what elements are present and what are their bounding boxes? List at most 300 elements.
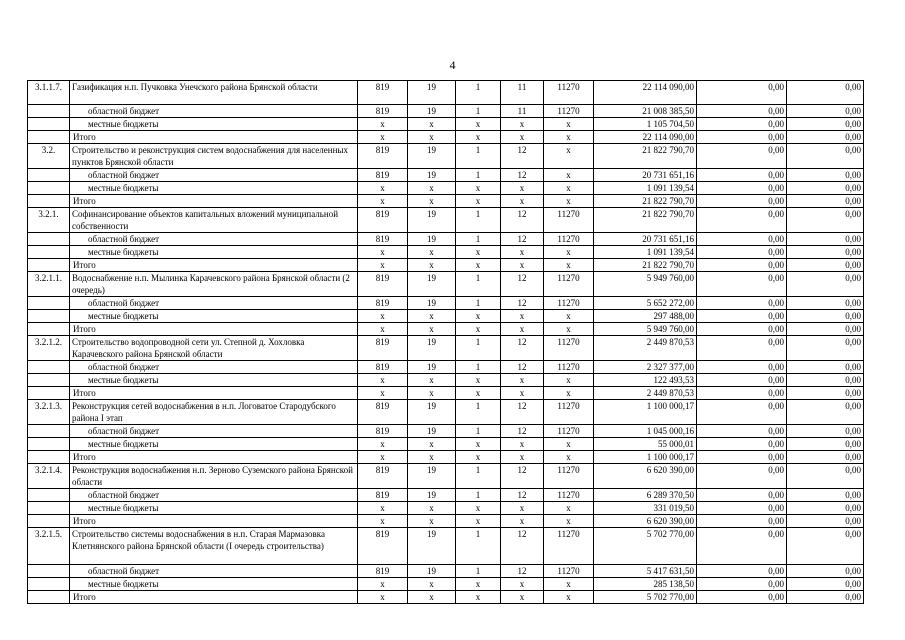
- amount-cell-2: 0,00: [697, 336, 787, 361]
- code-cell-1: 819: [358, 233, 408, 246]
- code-cell-4: х: [501, 259, 544, 272]
- table-row: [28, 591, 864, 604]
- amount-cell-2: 0,00: [697, 144, 787, 169]
- code-cell-1: х: [358, 578, 408, 591]
- code-cell-2: 19: [408, 361, 456, 374]
- code-cell-2: х: [408, 578, 456, 591]
- code-cell-2: х: [408, 451, 456, 464]
- row-name-cell: областной бюджет: [70, 233, 358, 246]
- code-cell-5: 11270: [544, 336, 594, 361]
- row-name-cell: областной бюджет: [70, 105, 358, 118]
- amount-cell-2: 0,00: [697, 464, 787, 489]
- code-cell-2: х: [408, 246, 456, 259]
- code-cell-5: 11270: [544, 464, 594, 489]
- code-cell-5: х: [544, 195, 594, 208]
- row-number-cell: 3.2.1.: [28, 208, 70, 233]
- code-cell-4: 12: [501, 565, 544, 578]
- code-cell-4: х: [501, 438, 544, 451]
- code-cell-1: 819: [358, 208, 408, 233]
- amount-cell-1: 5 652 272,00: [594, 297, 697, 310]
- code-cell-2: 19: [408, 528, 456, 565]
- code-cell-5: х: [544, 578, 594, 591]
- row-name-cell: Строительство системы водоснабжения в н.п. Старая Мармазовка Клетнянского района Брянской области (I очередь строительства): [70, 528, 358, 565]
- code-cell-2: х: [408, 374, 456, 387]
- code-cell-4: 12: [501, 464, 544, 489]
- code-cell-3: х: [456, 502, 501, 515]
- amount-cell-1: 5 949 760,00: [594, 272, 697, 297]
- table-row: [28, 182, 864, 195]
- row-number-cell: 3.2.1.1.: [28, 272, 70, 297]
- code-cell-3: х: [456, 438, 501, 451]
- row-name-cell: областной бюджет: [70, 489, 358, 502]
- code-cell-3: 1: [456, 464, 501, 489]
- row-number-cell: [28, 502, 70, 515]
- amount-cell-2: 0,00: [697, 246, 787, 259]
- row-name-cell: Итого: [70, 195, 358, 208]
- code-cell-3: х: [456, 387, 501, 400]
- table-row: [28, 272, 864, 297]
- code-cell-4: х: [501, 387, 544, 400]
- code-cell-5: х: [544, 310, 594, 323]
- amount-cell-1: 20 731 651,16: [594, 169, 697, 182]
- row-name-cell: Итого: [70, 323, 358, 336]
- amount-cell-3: 0,00: [787, 169, 864, 182]
- row-name-cell: местные бюджеты: [70, 182, 358, 195]
- amount-cell-2: 0,00: [697, 374, 787, 387]
- code-cell-3: х: [456, 374, 501, 387]
- code-cell-5: 11270: [544, 489, 594, 502]
- code-cell-3: 1: [456, 565, 501, 578]
- amount-cell-1: 55 000,01: [594, 438, 697, 451]
- code-cell-1: х: [358, 323, 408, 336]
- code-cell-2: х: [408, 591, 456, 604]
- amount-cell-1: 1 091 139,54: [594, 182, 697, 195]
- code-cell-5: х: [544, 502, 594, 515]
- code-cell-4: х: [501, 195, 544, 208]
- code-cell-5: х: [544, 451, 594, 464]
- code-cell-4: х: [501, 310, 544, 323]
- amount-cell-1: 6 289 370,50: [594, 489, 697, 502]
- amount-cell-2: 0,00: [697, 515, 787, 528]
- code-cell-3: 1: [456, 169, 501, 182]
- row-number-cell: [28, 233, 70, 246]
- table-row: [28, 208, 864, 233]
- amount-cell-2: 0,00: [697, 400, 787, 425]
- amount-cell-3: 0,00: [787, 297, 864, 310]
- code-cell-5: 11270: [544, 233, 594, 246]
- code-cell-2: 19: [408, 565, 456, 578]
- row-number-cell: [28, 425, 70, 438]
- table-row: [28, 515, 864, 528]
- row-number-cell: 3.2.: [28, 144, 70, 169]
- code-cell-4: 12: [501, 400, 544, 425]
- table-row: [28, 323, 864, 336]
- table-row: [28, 144, 864, 169]
- code-cell-2: 19: [408, 105, 456, 118]
- code-cell-4: 12: [501, 208, 544, 233]
- page-number: 4: [449, 58, 456, 72]
- code-cell-1: х: [358, 131, 408, 144]
- code-cell-3: х: [456, 310, 501, 323]
- amount-cell-1: 1 045 000,16: [594, 425, 697, 438]
- budget-table-body: [28, 81, 864, 604]
- amount-cell-2: 0,00: [697, 425, 787, 438]
- code-cell-2: х: [408, 118, 456, 131]
- code-cell-1: 819: [358, 565, 408, 578]
- code-cell-5: 11270: [544, 272, 594, 297]
- row-number-cell: [28, 297, 70, 310]
- row-number-cell: [28, 195, 70, 208]
- code-cell-5: х: [544, 259, 594, 272]
- row-number-cell: [28, 387, 70, 400]
- row-name-cell: областной бюджет: [70, 169, 358, 182]
- amount-cell-1: 22 114 090,00: [594, 81, 697, 105]
- table-row: [28, 578, 864, 591]
- code-cell-1: х: [358, 182, 408, 195]
- amount-cell-3: 0,00: [787, 528, 864, 565]
- code-cell-5: х: [544, 515, 594, 528]
- row-name-cell: местные бюджеты: [70, 374, 358, 387]
- amount-cell-1: 5 702 770,00: [594, 528, 697, 565]
- code-cell-4: х: [501, 578, 544, 591]
- code-cell-2: х: [408, 131, 456, 144]
- amount-cell-2: 0,00: [697, 565, 787, 578]
- code-cell-5: х: [544, 591, 594, 604]
- row-number-cell: [28, 169, 70, 182]
- code-cell-1: х: [358, 310, 408, 323]
- row-number-cell: [28, 105, 70, 118]
- code-cell-4: 12: [501, 336, 544, 361]
- row-name-cell: Софинансирование объектов капитальных вложений муниципальной собственности: [70, 208, 358, 233]
- row-name-cell: местные бюджеты: [70, 246, 358, 259]
- amount-cell-2: 0,00: [697, 578, 787, 591]
- code-cell-2: х: [408, 310, 456, 323]
- row-number-cell: [28, 451, 70, 464]
- table-row: [28, 361, 864, 374]
- amount-cell-1: 20 731 651,16: [594, 233, 697, 246]
- amount-cell-1: 331 019,50: [594, 502, 697, 515]
- amount-cell-1: 1 091 139,54: [594, 246, 697, 259]
- code-cell-2: х: [408, 502, 456, 515]
- code-cell-3: 1: [456, 425, 501, 438]
- row-name-cell: Итого: [70, 451, 358, 464]
- amount-cell-3: 0,00: [787, 374, 864, 387]
- amount-cell-3: 0,00: [787, 246, 864, 259]
- code-cell-4: х: [501, 131, 544, 144]
- code-cell-2: 19: [408, 400, 456, 425]
- amount-cell-3: 0,00: [787, 361, 864, 374]
- code-cell-2: 19: [408, 208, 456, 233]
- table-row: [28, 233, 864, 246]
- code-cell-2: 19: [408, 81, 456, 105]
- code-cell-5: 11270: [544, 400, 594, 425]
- amount-cell-2: 0,00: [697, 81, 787, 105]
- code-cell-5: 11270: [544, 297, 594, 310]
- row-number-cell: [28, 489, 70, 502]
- code-cell-3: х: [456, 131, 501, 144]
- code-cell-3: х: [456, 182, 501, 195]
- code-cell-1: 819: [358, 169, 408, 182]
- code-cell-2: х: [408, 387, 456, 400]
- code-cell-2: 19: [408, 297, 456, 310]
- amount-cell-2: 0,00: [697, 105, 787, 118]
- code-cell-4: х: [501, 502, 544, 515]
- table-row: [28, 565, 864, 578]
- amount-cell-3: 0,00: [787, 118, 864, 131]
- amount-cell-2: 0,00: [697, 310, 787, 323]
- row-number-cell: [28, 374, 70, 387]
- amount-cell-1: 285 138,50: [594, 578, 697, 591]
- code-cell-3: х: [456, 591, 501, 604]
- amount-cell-1: 122 493,53: [594, 374, 697, 387]
- amount-cell-2: 0,00: [697, 323, 787, 336]
- amount-cell-3: 0,00: [787, 387, 864, 400]
- amount-cell-3: 0,00: [787, 578, 864, 591]
- row-name-cell: местные бюджеты: [70, 438, 358, 451]
- amount-cell-3: 0,00: [787, 400, 864, 425]
- code-cell-5: 11270: [544, 81, 594, 105]
- code-cell-2: 19: [408, 425, 456, 438]
- code-cell-3: 1: [456, 208, 501, 233]
- code-cell-4: х: [501, 118, 544, 131]
- amount-cell-2: 0,00: [697, 233, 787, 246]
- table-row: [28, 81, 864, 105]
- code-cell-3: 1: [456, 400, 501, 425]
- code-cell-4: 12: [501, 528, 544, 565]
- row-name-cell: Реконструкция сетей водоснабжения в н.п. Логоватое Стародубского района I этап: [70, 400, 358, 425]
- code-cell-5: 11270: [544, 105, 594, 118]
- code-cell-4: 12: [501, 489, 544, 502]
- code-cell-5: х: [544, 438, 594, 451]
- amount-cell-3: 0,00: [787, 259, 864, 272]
- code-cell-2: х: [408, 438, 456, 451]
- code-cell-2: 19: [408, 464, 456, 489]
- row-name-cell: областной бюджет: [70, 297, 358, 310]
- amount-cell-1: 1 100 000,17: [594, 451, 697, 464]
- code-cell-5: х: [544, 144, 594, 169]
- row-name-cell: областной бюджет: [70, 361, 358, 374]
- code-cell-1: х: [358, 438, 408, 451]
- code-cell-2: 19: [408, 489, 456, 502]
- row-name-cell: Газификация н.п. Пучковка Унечского района Брянской области: [70, 81, 358, 105]
- code-cell-1: 819: [358, 425, 408, 438]
- amount-cell-3: 0,00: [787, 323, 864, 336]
- code-cell-4: 11: [501, 81, 544, 105]
- code-cell-4: х: [501, 246, 544, 259]
- code-cell-5: 11270: [544, 361, 594, 374]
- table-row: [28, 489, 864, 502]
- amount-cell-1: 21 822 790,70: [594, 144, 697, 169]
- amount-cell-3: 0,00: [787, 565, 864, 578]
- table-row: [28, 297, 864, 310]
- table-row: [28, 502, 864, 515]
- code-cell-3: х: [456, 246, 501, 259]
- code-cell-3: х: [456, 323, 501, 336]
- row-number-cell: [28, 361, 70, 374]
- row-number-cell: [28, 578, 70, 591]
- table-row: [28, 169, 864, 182]
- amount-cell-1: 5 417 631,50: [594, 565, 697, 578]
- row-name-cell: местные бюджеты: [70, 118, 358, 131]
- amount-cell-1: 6 620 390,00: [594, 464, 697, 489]
- amount-cell-2: 0,00: [697, 169, 787, 182]
- code-cell-1: 819: [358, 297, 408, 310]
- amount-cell-2: 0,00: [697, 528, 787, 565]
- table-row: [28, 310, 864, 323]
- code-cell-1: х: [358, 502, 408, 515]
- code-cell-5: 11270: [544, 528, 594, 565]
- amount-cell-3: 0,00: [787, 464, 864, 489]
- amount-cell-1: 2 449 870,53: [594, 387, 697, 400]
- amount-cell-2: 0,00: [697, 182, 787, 195]
- row-name-cell: Реконструкция водоснабжения н.п. Зерново Суземского района Брянской области: [70, 464, 358, 489]
- code-cell-4: х: [501, 182, 544, 195]
- code-cell-1: х: [358, 451, 408, 464]
- code-cell-4: х: [501, 451, 544, 464]
- code-cell-3: х: [456, 259, 501, 272]
- code-cell-4: х: [501, 515, 544, 528]
- row-name-cell: Итого: [70, 259, 358, 272]
- code-cell-3: 1: [456, 144, 501, 169]
- code-cell-3: х: [456, 451, 501, 464]
- row-number-cell: 3.2.1.2.: [28, 336, 70, 361]
- code-cell-4: 11: [501, 105, 544, 118]
- code-cell-5: х: [544, 169, 594, 182]
- row-number-cell: [28, 259, 70, 272]
- amount-cell-3: 0,00: [787, 144, 864, 169]
- amount-cell-3: 0,00: [787, 208, 864, 233]
- row-number-cell: 3.2.1.3.: [28, 400, 70, 425]
- row-name-cell: Итого: [70, 591, 358, 604]
- code-cell-1: 819: [358, 272, 408, 297]
- code-cell-4: 12: [501, 297, 544, 310]
- code-cell-2: х: [408, 515, 456, 528]
- row-number-cell: [28, 310, 70, 323]
- row-number-cell: [28, 565, 70, 578]
- table-row: [28, 195, 864, 208]
- code-cell-1: 819: [358, 144, 408, 169]
- code-cell-4: х: [501, 591, 544, 604]
- code-cell-2: 19: [408, 272, 456, 297]
- amount-cell-2: 0,00: [697, 297, 787, 310]
- code-cell-3: 1: [456, 105, 501, 118]
- row-number-cell: [28, 118, 70, 131]
- amount-cell-1: 2 449 870,53: [594, 336, 697, 361]
- table-row: [28, 464, 864, 489]
- amount-cell-2: 0,00: [697, 387, 787, 400]
- code-cell-3: 1: [456, 297, 501, 310]
- amount-cell-1: 6 620 390,00: [594, 515, 697, 528]
- code-cell-1: х: [358, 259, 408, 272]
- amount-cell-1: 5 949 760,00: [594, 323, 697, 336]
- amount-cell-3: 0,00: [787, 105, 864, 118]
- code-cell-3: 1: [456, 336, 501, 361]
- code-cell-4: 12: [501, 425, 544, 438]
- amount-cell-3: 0,00: [787, 182, 864, 195]
- code-cell-2: х: [408, 259, 456, 272]
- table-row: [28, 131, 864, 144]
- amount-cell-3: 0,00: [787, 451, 864, 464]
- code-cell-5: 11270: [544, 565, 594, 578]
- amount-cell-2: 0,00: [697, 438, 787, 451]
- code-cell-4: 12: [501, 272, 544, 297]
- code-cell-5: 11270: [544, 208, 594, 233]
- amount-cell-2: 0,00: [697, 272, 787, 297]
- table-row: [28, 118, 864, 131]
- amount-cell-2: 0,00: [697, 195, 787, 208]
- amount-cell-1: 297 488,00: [594, 310, 697, 323]
- row-number-cell: [28, 515, 70, 528]
- row-number-cell: 3.2.1.5.: [28, 528, 70, 565]
- amount-cell-3: 0,00: [787, 272, 864, 297]
- code-cell-3: 1: [456, 489, 501, 502]
- amount-cell-3: 0,00: [787, 425, 864, 438]
- code-cell-4: х: [501, 323, 544, 336]
- amount-cell-1: 22 114 090,00: [594, 131, 697, 144]
- code-cell-1: 819: [358, 361, 408, 374]
- row-number-cell: [28, 438, 70, 451]
- code-cell-1: 819: [358, 464, 408, 489]
- amount-cell-1: 21 822 790,70: [594, 208, 697, 233]
- table-row: [28, 259, 864, 272]
- row-name-cell: Строительство водопроводной сети ул. Степной д. Хохловка Карачевского района Брянской области: [70, 336, 358, 361]
- code-cell-3: 1: [456, 272, 501, 297]
- amount-cell-2: 0,00: [697, 208, 787, 233]
- code-cell-1: 819: [358, 489, 408, 502]
- code-cell-5: 11270: [544, 425, 594, 438]
- row-name-cell: местные бюджеты: [70, 578, 358, 591]
- code-cell-4: х: [501, 374, 544, 387]
- code-cell-2: 19: [408, 336, 456, 361]
- amount-cell-3: 0,00: [787, 233, 864, 246]
- code-cell-3: х: [456, 118, 501, 131]
- row-number-cell: [28, 131, 70, 144]
- code-cell-3: х: [456, 195, 501, 208]
- code-cell-3: х: [456, 515, 501, 528]
- amount-cell-3: 0,00: [787, 502, 864, 515]
- code-cell-2: х: [408, 323, 456, 336]
- code-cell-5: х: [544, 323, 594, 336]
- amount-cell-2: 0,00: [697, 489, 787, 502]
- row-name-cell: Итого: [70, 131, 358, 144]
- amount-cell-2: 0,00: [697, 131, 787, 144]
- amount-cell-1: 21 822 790,70: [594, 195, 697, 208]
- code-cell-4: 12: [501, 233, 544, 246]
- amount-cell-3: 0,00: [787, 438, 864, 451]
- amount-cell-1: 1 100 000,17: [594, 400, 697, 425]
- amount-cell-3: 0,00: [787, 195, 864, 208]
- table-row: [28, 387, 864, 400]
- amount-cell-3: 0,00: [787, 591, 864, 604]
- code-cell-5: х: [544, 131, 594, 144]
- code-cell-1: х: [358, 591, 408, 604]
- code-cell-1: х: [358, 118, 408, 131]
- table-row: [28, 528, 864, 565]
- code-cell-1: 819: [358, 528, 408, 565]
- row-name-cell: Водоснабжение н.п. Мылинка Карачевского района Брянской области (2 очередь): [70, 272, 358, 297]
- code-cell-5: х: [544, 374, 594, 387]
- row-number-cell: [28, 323, 70, 336]
- row-name-cell: областной бюджет: [70, 565, 358, 578]
- code-cell-3: 1: [456, 528, 501, 565]
- table-row: [28, 425, 864, 438]
- amount-cell-2: 0,00: [697, 502, 787, 515]
- code-cell-3: 1: [456, 81, 501, 105]
- code-cell-1: х: [358, 195, 408, 208]
- amount-cell-2: 0,00: [697, 591, 787, 604]
- amount-cell-3: 0,00: [787, 489, 864, 502]
- row-name-cell: Итого: [70, 387, 358, 400]
